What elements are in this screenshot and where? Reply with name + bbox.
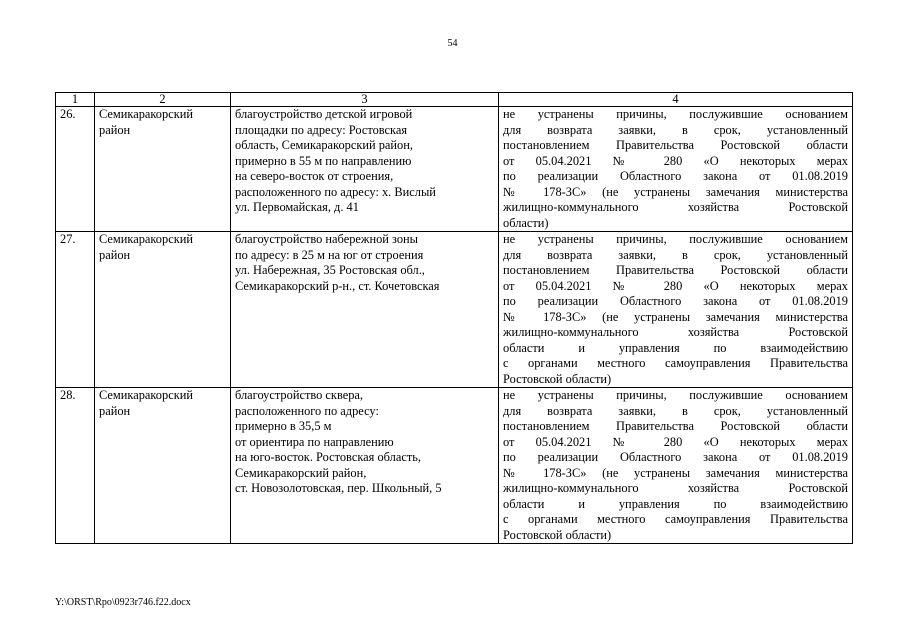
object-line: площадки по адресу: Ростовская	[235, 122, 408, 137]
row-number: 28.	[56, 388, 95, 544]
reason-line: области и управления по взаимодействию	[503, 496, 848, 511]
district-line: Семикаракорский	[99, 232, 193, 246]
object-line: ул. Первомайская, д. 41	[235, 200, 359, 214]
page-number: 54	[447, 38, 458, 49]
reason-cell	[499, 388, 853, 544]
object-line: примерно в 55 м по направлению	[235, 153, 412, 168]
reason-line: Ростовской области)	[503, 371, 612, 386]
document-table	[55, 92, 853, 544]
row-number: 27.	[56, 232, 95, 388]
table-header-row	[56, 93, 853, 107]
object-line: ст. Новозолотовская, пер. Школьный, 5	[235, 481, 442, 495]
reason-line: для возврата заявки, в срок, установленный	[503, 122, 848, 137]
reason-line: для возврата заявки, в срок, установленный	[503, 403, 848, 418]
object-line: область, Семикаракорский район,	[235, 138, 413, 152]
reason-line: постановлением Правительства Ростовской области	[503, 138, 848, 152]
row-number: 26.	[56, 107, 95, 232]
district-line: район	[99, 403, 131, 418]
reason-line: не устранены причины, послужившие основанием	[503, 388, 848, 402]
reason-line: не устранены причины, послужившие основанием	[503, 107, 848, 121]
reason-line: № 178-ЗС» (не устранены замечания министерства	[503, 465, 848, 480]
object-line: ул. Набережная, 35 Ростовская обл.,	[235, 263, 425, 277]
object-line: благоустройство детской игровой	[235, 107, 413, 121]
reason-line: постановлением Правительства Ростовской области	[503, 263, 848, 277]
reason-line: по реализации Областного закона от 01.08.2019	[503, 450, 848, 464]
column-header: 3	[231, 93, 499, 107]
reason-line: по реализации Областного закона от 01.08.2019	[503, 169, 848, 183]
reason-line: № 178-ЗС» (не устранены замечания министерства	[503, 309, 848, 324]
reason-line: от 05.04.2021 № 280 «О некоторых мерах	[503, 278, 848, 293]
reason-line: жилищно-коммунального хозяйства Ростовской	[503, 481, 848, 495]
reason-line: жилищно-коммунального хозяйства Ростовской	[503, 200, 848, 214]
table-row	[56, 232, 853, 388]
object-line: по адресу: в 25 м на юг от строения	[235, 247, 424, 262]
column-header: 2	[95, 93, 231, 107]
reason-line: области)	[503, 215, 549, 230]
object-line: расположенного по адресу: х. Вислый	[235, 184, 436, 199]
object-line: благоустройство сквера,	[235, 388, 364, 402]
reason-line: с органами местного самоуправления Правительства	[503, 512, 848, 526]
column-header: 1	[56, 93, 95, 107]
table-row	[56, 107, 853, 232]
reason-line: области и управления по взаимодействию	[503, 340, 848, 355]
object-line: Семикаракорский район,	[235, 465, 367, 480]
object-line: от ориентира по направлению	[235, 434, 394, 449]
reason-line: № 178-ЗС» (не устранены замечания министерства	[503, 184, 848, 199]
reason-line: от 05.04.2021 № 280 «О некоторых мерах	[503, 153, 848, 168]
object-cell	[231, 232, 499, 388]
district-line: Семикаракорский	[99, 388, 193, 402]
reason-line: по реализации Областного закона от 01.08.2019	[503, 294, 848, 308]
reason-line: постановлением Правительства Ростовской области	[503, 419, 848, 433]
object-line: Семикаракорский р-н., ст. Кочетовская	[235, 278, 440, 293]
district-line: район	[99, 247, 131, 262]
district-cell	[95, 107, 231, 232]
reason-line: не устранены причины, послужившие основанием	[503, 232, 848, 246]
reason-line: от 05.04.2021 № 280 «О некоторых мерах	[503, 434, 848, 449]
column-header: 4	[499, 93, 853, 107]
reason-cell	[499, 232, 853, 388]
object-line: расположенного по адресу:	[235, 403, 379, 418]
reason-line: для возврата заявки, в срок, установленный	[503, 247, 848, 262]
district-line: район	[99, 122, 131, 137]
reason-cell	[499, 107, 853, 232]
object-cell	[231, 107, 499, 232]
reason-line: Ростовской области)	[503, 527, 612, 542]
file-path-footer: Y:\ORST\Rpo\0923r746.f22.docx	[55, 597, 191, 608]
object-cell	[231, 388, 499, 544]
object-line: примерно в 35,5 м	[235, 419, 332, 433]
reason-line: с органами местного самоуправления Правительства	[503, 356, 848, 370]
district-cell	[95, 388, 231, 544]
district-cell	[95, 232, 231, 388]
district-line: Семикаракорский	[99, 107, 193, 121]
object-line: благоустройство набережной зоны	[235, 232, 418, 246]
table-row	[56, 388, 853, 544]
object-line: на северо-восток от строения,	[235, 169, 394, 183]
reason-line: жилищно-коммунального хозяйства Ростовской	[503, 325, 848, 339]
object-line: на юго-восток. Ростовская область,	[235, 450, 421, 464]
